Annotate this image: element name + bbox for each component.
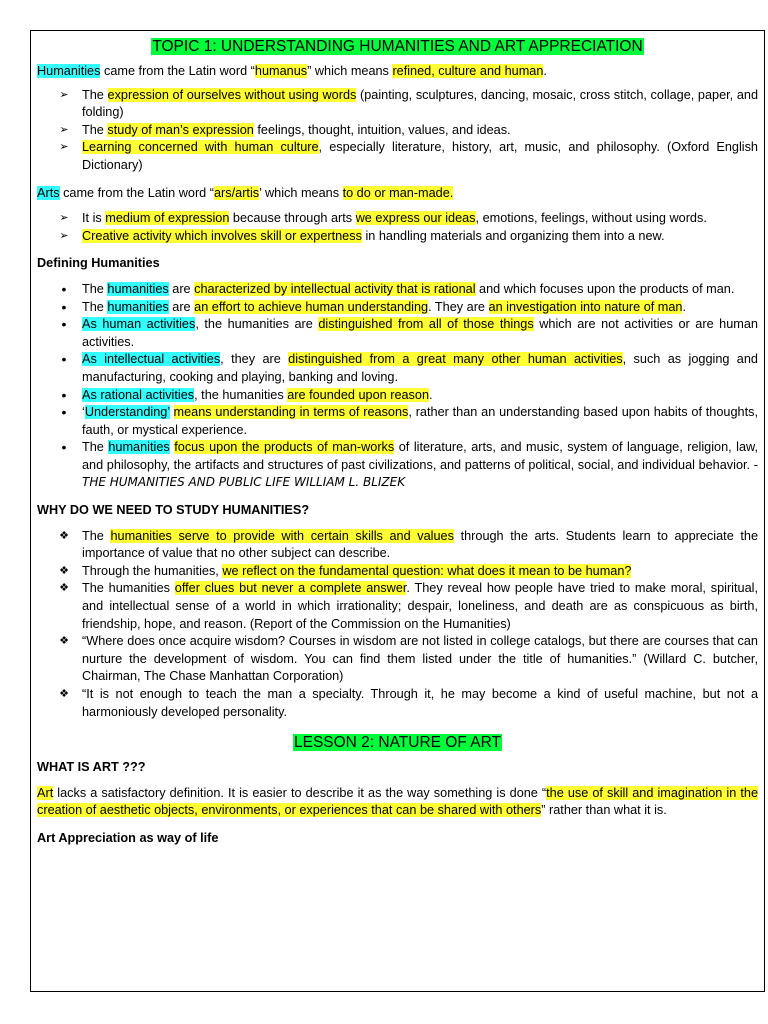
list-item — [37, 299, 758, 317]
hl-term: an investigation into nature of man — [488, 299, 683, 314]
hl-term: Arts — [37, 185, 60, 200]
text: It is — [82, 211, 106, 226]
hl-term: distinguished from all of those things — [318, 317, 534, 332]
hl-term: an effort to achieve human understanding — [194, 299, 429, 314]
text: through the arts. Students learn to appreciate the importance of value that no other subject can describe. — [82, 528, 759, 561]
text — [170, 405, 174, 419]
dot-bullet-icon: • — [61, 404, 67, 421]
arrow-bullet-icon: ➢ — [59, 88, 69, 101]
what-is-art-heading: WHAT IS ART ??? — [37, 760, 146, 775]
text: feelings, thought, intuition, values, and ideas. — [253, 122, 511, 137]
arts-intro — [37, 185, 758, 203]
hl-term: humanities — [107, 281, 169, 296]
text: . — [682, 299, 687, 314]
dot-bullet-icon: • — [61, 280, 67, 297]
list-item — [37, 563, 758, 581]
hl-term: we reflect on the fundamental question: what does it mean to be human? — [222, 563, 632, 578]
list-item — [37, 404, 758, 439]
text: Through the humanities, — [82, 563, 223, 578]
dot-bullet-icon: • — [61, 316, 67, 333]
text: The — [82, 299, 108, 314]
text: came from the Latin word “ — [59, 185, 214, 200]
diamond-bullet-icon: ❖ — [59, 582, 69, 595]
hl-term: medium of expression — [105, 211, 230, 226]
defining-heading: Defining Humanities — [37, 256, 160, 271]
dot-bullet-icon: • — [61, 351, 67, 368]
hl-term: distinguished from a great many other human activities — [288, 352, 623, 367]
hl-term: Learning concerned with human culture — [82, 140, 319, 155]
text: ’ which means — [259, 185, 343, 200]
hl-term: characterized by intellectual activity that is rational — [194, 281, 476, 296]
list-item — [37, 87, 758, 122]
list-item — [37, 122, 758, 140]
diamond-bullet-icon: ❖ — [59, 564, 69, 577]
arrow-bullet-icon: ➢ — [59, 123, 69, 136]
hl-term: Understanding’ — [84, 405, 170, 420]
list-item — [37, 633, 758, 686]
hl-term: focus upon the products of man-works — [174, 440, 395, 455]
lesson-title-wrap — [37, 733, 758, 753]
appreciation-heading: Art Appreciation as way of life — [37, 830, 219, 845]
text: which are not activities or are human activities. — [82, 317, 758, 349]
text: ” which means — [307, 64, 393, 78]
text: , such as jogging and manufacturing, cooking and playing, banking and loving. — [82, 352, 758, 384]
hl-term: offer clues but never a complete answer — [174, 581, 407, 596]
dot-bullet-icon: • — [61, 439, 67, 456]
defining-list — [37, 281, 758, 492]
art-paragraph — [37, 785, 758, 820]
text: . They reveal how people have tried to make moral, spiritual, and intellectual sense of a world in which irrationality; despair, loneliness, and death are as conspicuous as birth, friendship, hope, and reason. (Report of the Commission on the Humanities) — [82, 581, 758, 631]
hl-term: refined, culture and human — [392, 64, 544, 78]
hl-term: Creative activity which involves skill or expertness — [82, 228, 362, 243]
text: are — [168, 281, 195, 296]
list-item — [37, 316, 758, 351]
list-item — [37, 439, 758, 492]
text: ” rather than what it is. — [541, 803, 667, 818]
humanities-intro — [37, 63, 758, 81]
hl-term: humanities — [108, 440, 170, 455]
hl-term: we express our ideas — [355, 211, 476, 226]
list-item — [37, 528, 758, 563]
document-page — [30, 30, 765, 992]
hl-term: humanities serve to provide with certain skills and values — [110, 528, 454, 543]
hl-term: humanities — [107, 299, 169, 314]
list-item — [37, 580, 758, 633]
text: (painting, sculptures, dancing, mosaic, cross stitch, collage, paper, and folding) — [82, 87, 759, 120]
hl-term: the use of skill and imagination in the creation of aesthetic objects, environments, or experiences that can be shared with others — [37, 785, 758, 818]
hl-term: As rational activities — [82, 387, 195, 402]
text: , the humanities are — [195, 317, 319, 332]
dot-bullet-icon: • — [61, 386, 67, 403]
hl-term: As intellectual activities — [82, 352, 221, 367]
text: because through arts — [229, 211, 356, 226]
text: and which focuses upon the products of man. — [475, 281, 735, 296]
hl-term: Art — [37, 785, 54, 800]
text: in handling materials and organizing them into a new. — [361, 228, 665, 243]
why-heading: WHY DO WE NEED TO STUDY HUMANITIES? — [37, 503, 310, 518]
diamond-bullet-icon: ❖ — [59, 688, 69, 700]
text: ‘ — [82, 405, 85, 420]
text: . — [543, 64, 547, 78]
list-item — [37, 210, 758, 228]
text: The — [82, 87, 108, 102]
list-item — [37, 686, 758, 721]
hl-term: expression of ourselves without using words — [107, 87, 357, 102]
text: The — [82, 122, 108, 137]
text: “Where does once acquire wisdom? Courses in wisdom are not listed in college catalogs, but there are courses that can nurture the development of wisdom. You can find them listed under the title of humanities.” (Willard C. butcher, Chairman, The Chase Manhattan Corporation) — [82, 634, 758, 684]
arrow-bullet-icon: ➢ — [59, 141, 69, 154]
topic-title-wrap — [37, 37, 758, 57]
diamond-bullet-icon: ❖ — [59, 529, 69, 542]
citation: -THE HUMANITIES AND PUBLIC LIFE WILLIAM L. BLIZEK — [82, 457, 758, 490]
topic-title: TOPIC 1: UNDERSTANDING HUMANITIES AND ART APPRECIATION — [152, 38, 643, 55]
text: came from the Latin word “ — [100, 64, 255, 78]
hl-term: humanus — [254, 64, 308, 78]
list-item — [37, 139, 758, 174]
arrow-bullet-icon: ➢ — [59, 212, 69, 225]
hl-term: means understanding in terms of reasons — [173, 405, 409, 420]
dot-bullet-icon: • — [61, 298, 67, 315]
text: , especially literature, history, art, music, and philosophy. (Oxford English Dictionary) — [82, 140, 758, 172]
list-item — [37, 387, 758, 405]
list-item — [37, 281, 758, 299]
list-item — [37, 228, 758, 246]
text: . They are — [428, 299, 489, 314]
diamond-bullet-icon: ❖ — [59, 635, 69, 648]
arts-list — [37, 210, 758, 245]
text: lacks a satisfactory definition. It is easier to describe it as the way something is done “ — [53, 785, 547, 800]
arrow-bullet-icon: ➢ — [59, 229, 69, 242]
hl-term: Humanities — [37, 64, 101, 78]
text: , emotions, feelings, without using words. — [475, 211, 707, 226]
hl-term: to do or man-made. — [342, 185, 454, 200]
text: “It is not enough to teach the man a specialty. Through it, he may become a kind of useful machine, but not a harmoniously developed personality. — [82, 687, 758, 719]
text: The — [82, 440, 109, 455]
hl-term: study of man’s expression — [107, 122, 254, 137]
why-list — [37, 528, 758, 722]
text: , they are — [220, 352, 289, 367]
humanities-list — [37, 87, 758, 175]
lesson-title: LESSON 2: NATURE OF ART — [293, 734, 501, 752]
text: The humanities — [82, 581, 175, 596]
text: . — [429, 387, 433, 402]
text: of literature, arts, and music, system of language, religion, law, and philosophy, the artifacts and structures of past civilizations, and patterns of political, social, and individual behavior. — [82, 440, 759, 472]
text: The — [82, 528, 111, 543]
hl-term: ars/artis — [214, 185, 260, 200]
text: , the humanities — [194, 387, 288, 402]
text: are — [168, 299, 195, 314]
hl-term: As human activities — [82, 317, 196, 332]
text: , rather than an understanding based upon habits of thoughts, fauth, or mystical experience. — [82, 405, 758, 437]
hl-term: are founded upon reason — [287, 387, 430, 402]
text: The — [82, 281, 108, 296]
list-item — [37, 351, 758, 386]
